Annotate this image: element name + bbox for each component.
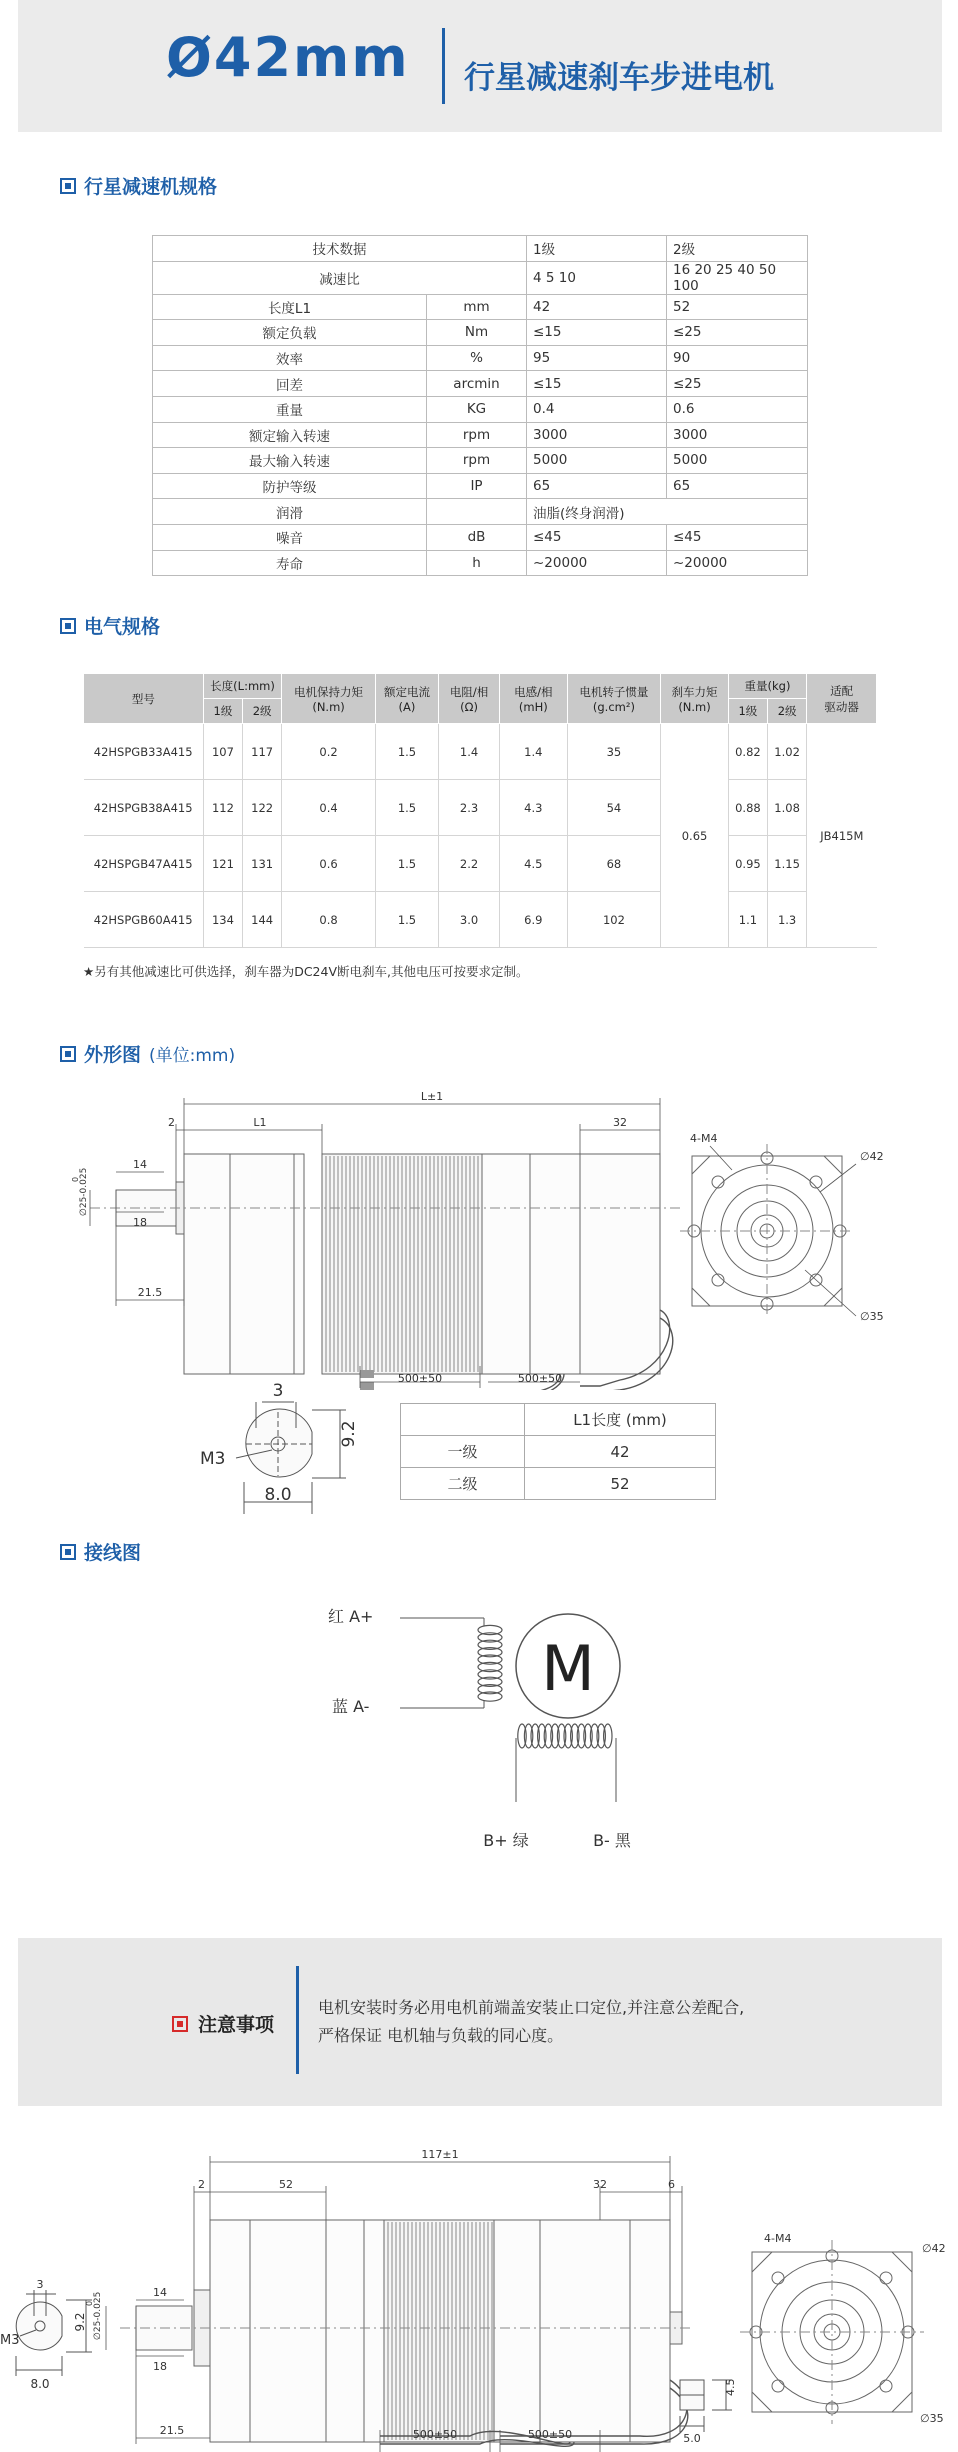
spec-name: 效率 bbox=[153, 345, 427, 371]
l1-value-1: 42 bbox=[525, 1436, 716, 1468]
col-inductance: 电感/相 (mH) bbox=[500, 674, 568, 724]
spec-name: 技术数据 bbox=[153, 236, 527, 262]
spec-stage-2: 2级 bbox=[667, 236, 808, 262]
col-length: 长度(L:mm) bbox=[203, 674, 281, 699]
dim-l1: L1 bbox=[253, 1116, 267, 1129]
spec-unit: rpm bbox=[427, 448, 527, 474]
section-gearbox-label: 行星减速机规格 bbox=[84, 176, 218, 198]
l1-stage-1: 一级 bbox=[401, 1436, 525, 1468]
dim2-shaft-diameter: ∅25-0.025 bbox=[93, 2291, 103, 2340]
col-resistance: 电阻/相 (Ω) bbox=[439, 674, 500, 724]
cell-ind: 4.3 bbox=[500, 780, 568, 836]
cell-l1: 107 bbox=[203, 724, 242, 780]
spec-unit bbox=[427, 499, 527, 525]
col-brake: 刹车力矩 (N.m) bbox=[661, 674, 729, 724]
dim2-8-0: 8.0 bbox=[30, 2377, 50, 2391]
spec-name: 额定负载 bbox=[153, 320, 427, 346]
cell-holding: 0.4 bbox=[282, 780, 376, 836]
square-bullet-icon bbox=[60, 618, 76, 634]
spec-row bbox=[153, 396, 808, 422]
cable-length-2: 500±50 bbox=[517, 1372, 563, 1385]
spec-row bbox=[153, 473, 808, 499]
cell-current: 1.5 bbox=[375, 724, 438, 780]
cell-current: 1.5 bbox=[375, 836, 438, 892]
spec-row bbox=[153, 371, 808, 397]
col-weight: 重量(kg) bbox=[728, 674, 806, 699]
spec-stage-1: 5000 bbox=[527, 448, 667, 474]
col-inertia: 电机转子惯量 (g.cm²) bbox=[567, 674, 661, 724]
spec-row bbox=[153, 294, 808, 320]
section-electrical-label: 电气规格 bbox=[84, 616, 161, 638]
spec-stage-1: ≤15 bbox=[527, 320, 667, 346]
dim2-d42: ∅42 bbox=[922, 2242, 946, 2255]
dim-total-length: L±1 bbox=[420, 1090, 444, 1103]
dim2-total: 117±1 bbox=[421, 2148, 459, 2161]
notice-label bbox=[172, 2010, 274, 2037]
cell-ind: 6.9 bbox=[500, 892, 568, 948]
table-row bbox=[84, 836, 877, 892]
l1-table-header: L1长度 (mm) bbox=[525, 1404, 716, 1436]
shaft-dim-9-2: 9.2 bbox=[339, 1420, 359, 1448]
spec-name: 最大输入转速 bbox=[153, 448, 427, 474]
table-row bbox=[84, 780, 877, 836]
cell-model: 42HSPGB33A415 bbox=[84, 724, 204, 780]
section-gearbox-heading bbox=[60, 172, 217, 199]
cell-model: 42HSPGB47A415 bbox=[84, 836, 204, 892]
dim2-shaft-tolerance: 0 bbox=[85, 2300, 94, 2306]
wire-red-label: 红 A+ bbox=[328, 1607, 374, 1626]
section-wiring-heading bbox=[60, 1538, 141, 1565]
spec-stage-2: ≤25 bbox=[667, 371, 808, 397]
spec-unit: dB bbox=[427, 524, 527, 550]
spec-row bbox=[153, 499, 808, 525]
electrical-spec-table bbox=[83, 673, 877, 948]
spec-row bbox=[153, 236, 808, 262]
motor-symbol-letter: M bbox=[541, 1632, 595, 1705]
spec-stage-1: 0.4 bbox=[527, 396, 667, 422]
spec-stage-1: 3000 bbox=[527, 422, 667, 448]
dim2-3: 3 bbox=[36, 2278, 44, 2291]
dim2-52: 52 bbox=[279, 2178, 293, 2191]
section-outline-heading bbox=[60, 1040, 235, 1067]
spec-row bbox=[153, 422, 808, 448]
section-outline-unit: (单位:mm) bbox=[149, 1046, 236, 1066]
cell-inertia: 54 bbox=[567, 780, 661, 836]
cell-w1: 0.82 bbox=[728, 724, 767, 780]
cell-inertia: 102 bbox=[567, 892, 661, 948]
spec-unit: KG bbox=[427, 396, 527, 422]
dim2-5-0: 5.0 bbox=[683, 2432, 701, 2445]
l1-stage-2: 二级 bbox=[401, 1468, 525, 1500]
dim-shaft-tolerance: 0 bbox=[71, 1176, 80, 1182]
cell-w2: 1.15 bbox=[768, 836, 807, 892]
col-weight-1: 1级 bbox=[728, 699, 767, 724]
shaft-dim-m3: M3 bbox=[200, 1449, 226, 1469]
spec-name: 回差 bbox=[153, 371, 427, 397]
cell-l1: 121 bbox=[203, 836, 242, 892]
dim-21-5: 21.5 bbox=[137, 1286, 163, 1299]
spec-stage-2: 5000 bbox=[667, 448, 808, 474]
cell-res: 2.2 bbox=[439, 836, 500, 892]
cell-model: 42HSPGB60A415 bbox=[84, 892, 204, 948]
electrical-note: ★另有其他减速比可供选择，刹车器为DC24V断电刹车,其他电压可按要求定制。 bbox=[83, 964, 529, 979]
spec-stage-1: 42 bbox=[527, 294, 667, 320]
dim2-18: 18 bbox=[153, 2360, 167, 2373]
cell-res: 2.3 bbox=[439, 780, 500, 836]
spec-stage-2: 3000 bbox=[667, 422, 808, 448]
spec-name: 润滑 bbox=[153, 499, 427, 525]
dim2-2: 2 bbox=[198, 2178, 205, 2191]
dim2-cable-1: 500±50 bbox=[412, 2428, 458, 2441]
spec-stage-1: 4 5 10 bbox=[527, 261, 667, 294]
label-4-m4: 4-M4 bbox=[690, 1132, 718, 1145]
dim-18: 18 bbox=[133, 1216, 147, 1229]
spec-stage-1: 1级 bbox=[527, 236, 667, 262]
cable-length-labels bbox=[360, 1368, 620, 1388]
red-square-bullet-icon bbox=[172, 2016, 188, 2032]
notice-label-text: 注意事项 bbox=[198, 2014, 275, 2036]
cell-ind: 1.4 bbox=[500, 724, 568, 780]
cell-model: 42HSPGB38A415 bbox=[84, 780, 204, 836]
wire-green-label: B+ 绿 bbox=[483, 1831, 529, 1850]
cell-w2: 1.3 bbox=[768, 892, 807, 948]
spec-name: 防护等级 bbox=[153, 473, 427, 499]
cell-w2: 1.08 bbox=[768, 780, 807, 836]
table-row bbox=[84, 724, 877, 780]
col-holding: 电机保持力矩 (N.m) bbox=[282, 674, 376, 724]
gearbox-spec-table bbox=[152, 235, 808, 576]
dim2-21-5: 21.5 bbox=[159, 2424, 185, 2437]
dim2-d35: ∅35 bbox=[920, 2412, 944, 2425]
cell-ind: 4.5 bbox=[500, 836, 568, 892]
spec-unit: IP bbox=[427, 473, 527, 499]
spec-name: 噪音 bbox=[153, 524, 427, 550]
col-length-1: 1级 bbox=[203, 699, 242, 724]
dim2-32: 32 bbox=[593, 2178, 607, 2191]
cell-l1: 112 bbox=[203, 780, 242, 836]
spec-stage-2: 52 bbox=[667, 294, 808, 320]
dim2-4-m4: 4-M4 bbox=[764, 2232, 792, 2245]
cell-w1: 0.95 bbox=[728, 836, 767, 892]
shaft-section-drawing bbox=[196, 1372, 376, 1522]
spec-stage-1: ~20000 bbox=[527, 550, 667, 576]
cell-w2: 1.02 bbox=[768, 724, 807, 780]
spec-name: 寿命 bbox=[153, 550, 427, 576]
spec-row bbox=[153, 261, 808, 294]
cell-inertia: 35 bbox=[567, 724, 661, 780]
dim-32: 32 bbox=[613, 1116, 627, 1129]
product-title: 行星减速刹车步进电机 bbox=[464, 60, 774, 96]
dim2-4-5: 4.5 bbox=[724, 2378, 737, 2396]
spec-row bbox=[153, 550, 808, 576]
spec-row bbox=[153, 320, 808, 346]
header-divider bbox=[442, 28, 445, 104]
wiring-diagram bbox=[310, 1590, 650, 1870]
spec-stage-1: ≤45 bbox=[527, 524, 667, 550]
shaft-dim-8-0: 8.0 bbox=[264, 1485, 292, 1505]
l1-table-corner bbox=[401, 1404, 525, 1436]
col-current: 额定电流 (A) bbox=[375, 674, 438, 724]
model-title: Ø42mm bbox=[166, 26, 410, 89]
cell-l2: 122 bbox=[243, 780, 282, 836]
spec-stage-2: 16 20 25 40 50 100 bbox=[667, 261, 808, 294]
spec-unit: h bbox=[427, 550, 527, 576]
l1-length-table bbox=[400, 1403, 716, 1500]
label-d35: ∅35 bbox=[860, 1310, 884, 1323]
cell-l2: 144 bbox=[243, 892, 282, 948]
spec-name: 减速比 bbox=[153, 261, 527, 294]
table-row bbox=[84, 892, 877, 948]
square-bullet-icon bbox=[60, 178, 76, 194]
cell-l2: 131 bbox=[243, 836, 282, 892]
spec-name: 额定输入转速 bbox=[153, 422, 427, 448]
shaft-dim-3: 3 bbox=[272, 1381, 284, 1401]
cell-inertia: 68 bbox=[567, 836, 661, 892]
square-bullet-icon bbox=[60, 1046, 76, 1062]
spec-stage-1: ≤15 bbox=[527, 371, 667, 397]
cable-length-1: 500±50 bbox=[397, 1372, 443, 1385]
notice-text bbox=[318, 1994, 744, 2050]
spec-stage-2: 65 bbox=[667, 473, 808, 499]
dim-2: 2 bbox=[168, 1116, 175, 1129]
wire-black-label: B- 黑 bbox=[593, 1831, 631, 1850]
outline-drawing bbox=[60, 1070, 900, 1390]
cell-w1: 1.1 bbox=[728, 892, 767, 948]
spec-stage-2: ≤25 bbox=[667, 320, 808, 346]
section-electrical-heading bbox=[60, 612, 160, 639]
spec-row bbox=[153, 345, 808, 371]
spec-unit: % bbox=[427, 345, 527, 371]
section-wiring-label: 接线图 bbox=[84, 1542, 142, 1564]
cell-holding: 0.6 bbox=[282, 836, 376, 892]
wire-blue-label: 蓝 A- bbox=[332, 1697, 370, 1716]
spec-unit: Nm bbox=[427, 320, 527, 346]
spec-stage-2: 90 bbox=[667, 345, 808, 371]
dim2-6: 6 bbox=[668, 2178, 675, 2191]
spec-unit: mm bbox=[427, 294, 527, 320]
dim-shaft-diameter: ∅25-0.025 bbox=[79, 1167, 89, 1216]
dim-14: 14 bbox=[133, 1158, 147, 1171]
cell-current: 1.5 bbox=[375, 892, 438, 948]
l1-value-2: 52 bbox=[525, 1468, 716, 1500]
cell-current: 1.5 bbox=[375, 780, 438, 836]
col-driver: 适配 驱动器 bbox=[807, 674, 877, 724]
section-outline-label: 外形图 bbox=[84, 1044, 142, 1066]
notice-panel bbox=[18, 1938, 942, 2106]
cell-l2: 117 bbox=[243, 724, 282, 780]
page-header bbox=[18, 0, 942, 132]
dim2-9-2: 9.2 bbox=[73, 2312, 87, 2332]
cell-l1: 134 bbox=[203, 892, 242, 948]
col-length-2: 2级 bbox=[243, 699, 282, 724]
spec-stage-1: 油脂(终身润滑) bbox=[527, 499, 808, 525]
spec-stage-2: ≤45 bbox=[667, 524, 808, 550]
square-bullet-icon bbox=[60, 1544, 76, 1560]
cell-holding: 0.2 bbox=[282, 724, 376, 780]
outline-drawing-117 bbox=[0, 2140, 958, 2452]
notice-line-2: 严格保证 电机轴与负载的同心度。 bbox=[318, 2026, 564, 2045]
spec-unit: rpm bbox=[427, 422, 527, 448]
notice-line-1: 电机安装时务必用电机前端盖安装止口定位,并注意公差配合, bbox=[318, 1998, 745, 2017]
spec-stage-2: 0.6 bbox=[667, 396, 808, 422]
col-model: 型号 bbox=[84, 674, 204, 724]
cell-driver: JB415M bbox=[807, 724, 877, 948]
cell-res: 3.0 bbox=[439, 892, 500, 948]
spec-unit: arcmin bbox=[427, 371, 527, 397]
spec-row bbox=[153, 524, 808, 550]
cell-holding: 0.8 bbox=[282, 892, 376, 948]
cell-res: 1.4 bbox=[439, 724, 500, 780]
dim2-cable-2: 500±50 bbox=[527, 2428, 573, 2441]
notice-divider bbox=[296, 1966, 299, 2074]
spec-name: 重量 bbox=[153, 396, 427, 422]
dim2-14: 14 bbox=[153, 2286, 167, 2299]
spec-stage-1: 65 bbox=[527, 473, 667, 499]
cell-w1: 0.88 bbox=[728, 780, 767, 836]
spec-row bbox=[153, 448, 808, 474]
spec-name: 长度L1 bbox=[153, 294, 427, 320]
dim2-m3: M3 bbox=[0, 2333, 20, 2348]
label-d42: ∅42 bbox=[860, 1150, 884, 1163]
spec-stage-2: ~20000 bbox=[667, 550, 808, 576]
col-weight-2: 2级 bbox=[768, 699, 807, 724]
spec-stage-1: 95 bbox=[527, 345, 667, 371]
cell-brake: 0.65 bbox=[661, 724, 729, 948]
